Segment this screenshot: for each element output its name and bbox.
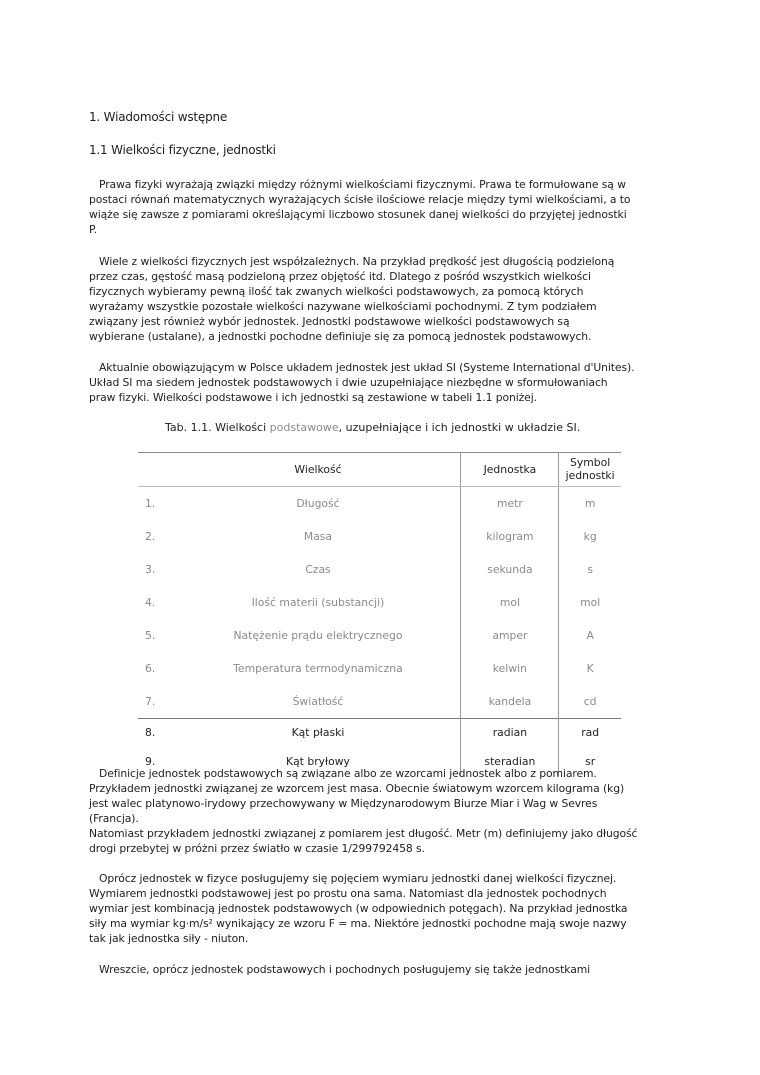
text-line: wiąże się zawsze z pomiarami określającymi liczbowo stosunek danej wielkości do przyjętej jednostki [89, 208, 627, 221]
table-caption [165, 421, 580, 434]
row-unit: sekunda [461, 553, 559, 586]
text-line: wyrażamy wszystkie pozostałe wielkości nazywane wielkościami pochodnymi. Z tym podziałem [89, 300, 597, 313]
text-line: tak jak jednostka siły - niuton. [89, 932, 249, 945]
text-line: Wymiarem jednostki podstawowej jest po prostu ona sama. Natomiast dla jednostek pochodnych [89, 887, 607, 900]
text-line: jest walec platynowo-irydowy przechowywany w Międzynarodowym Biurze Miar i Wag w Sevres [89, 797, 598, 810]
row-symbol: cd [583, 695, 597, 708]
text-line: siły ma wymiar kg·m/s² wynikający ze wzoru F = ma. Niektóre jednostki pochodne mają swoje nazwy [89, 917, 627, 930]
row-number: 1. [145, 497, 156, 510]
paragraph-3 [89, 360, 679, 405]
row-symbol: s [587, 563, 593, 576]
row-unit: amper [461, 619, 559, 652]
paragraph-6 [89, 962, 679, 977]
si-units-table [138, 452, 621, 776]
text-line: praw fizyki. Wielkości podstawowe i ich jednostki są zestawione w tabeli 1.1 poniżej. [89, 391, 537, 404]
row-symbol: rad [559, 719, 621, 747]
row-unit: kelwin [461, 652, 559, 685]
row-unit: radian [461, 719, 559, 747]
table-row [138, 652, 621, 685]
row-quantity: Światłość [175, 685, 461, 719]
text-line: Układ SI ma siedem jednostek podstawowych i dwie uzupełniające niezbędne w sformułowaniach [89, 376, 608, 389]
row-unit: kilogram [461, 520, 559, 553]
table-row [138, 619, 621, 652]
row-quantity: Kąt bryłowy [175, 746, 461, 776]
section-heading: 1. Wiadomości wstępne [89, 110, 228, 124]
table-header-row [138, 452, 621, 487]
row-quantity: Ilość materii (substancji) [175, 586, 461, 619]
row-number: 5. [145, 629, 156, 642]
text-line: Wreszcie, oprócz jednostek podstawowych i pochodnych posługujemy się także jednostkami [99, 963, 591, 976]
table-row [138, 719, 621, 747]
caption-prefix: Tab. 1.1. Wielkości [165, 421, 267, 434]
text-line: (Francja). [89, 812, 139, 825]
row-number: 2. [145, 530, 156, 543]
row-unit: mol [461, 586, 559, 619]
row-symbol: A [586, 629, 594, 642]
table-row [138, 520, 621, 553]
text-line: Wiele z wielkości fizycznych jest współzależnych. Na przykład prędkość jest długością podzieloną [99, 255, 615, 268]
subsection-heading: 1.1 Wielkości fizyczne, jednostki [89, 143, 276, 157]
paragraph-1 [89, 177, 679, 237]
row-number: 3. [145, 563, 156, 576]
row-number: 6. [145, 662, 156, 675]
caption-grey: podstawowe [269, 421, 339, 434]
row-symbol: mol [580, 596, 601, 609]
table-row [138, 487, 621, 521]
header-quantity: Wielkość [175, 452, 461, 487]
text-line: postaci równań matematycznych wyrażających ścisłe ilościowe relacje między tymi wielkościami, a to [89, 193, 631, 206]
row-number: 9. [145, 754, 156, 768]
text-line: wybierane (ustalane), a jednostki pochodne definiuje się za pomocą jednostek podstawowych. [89, 330, 592, 343]
text-line: Przykładem jednostki związanej ze wzorcem jest masa. Obecnie światowym wzorcem kilograma (kg) [89, 782, 625, 795]
row-number: 8. [138, 719, 175, 747]
header-num [138, 452, 175, 487]
text-line: drogi przebytej w próżni przez światło w czasie 1/299792458 s. [89, 842, 425, 855]
row-quantity: Długość [175, 487, 461, 521]
row-quantity: Masa [175, 520, 461, 553]
paragraph-5 [89, 871, 679, 946]
row-quantity: Temperatura termodynamiczna [175, 652, 461, 685]
text-line: Oprócz jednostek w fizyce posługujemy się pojęciem wymiaru jednostki danej wielkości fizycznej. [99, 872, 617, 885]
row-symbol: sr [585, 754, 596, 768]
text-line: związany jest również wybór jednostek. Jednostki podstawowe wielkości podstawowych są [89, 315, 570, 328]
text-line: przez czas, gęstość masą podzieloną przez objętość itd. Dlatego z pośród wszystkich wielkości [89, 270, 591, 283]
header-symbol: Symbol jednostki [559, 452, 621, 487]
row-symbol: K [586, 662, 594, 675]
row-number: 4. [145, 596, 156, 609]
paragraph-4 [89, 766, 679, 856]
caption-suffix: , uzupełniające i ich jednostki w układzie SI. [338, 421, 581, 434]
row-unit: kandela [461, 685, 559, 719]
text-line: Natomiast przykładem jednostki związanej z pomiarem jest długość. Metr (m) definiujemy jako długość [89, 827, 638, 840]
row-quantity: Kąt płaski [175, 719, 461, 747]
row-symbol: kg [583, 530, 597, 543]
row-quantity: Czas [175, 553, 461, 586]
header-unit: Jednostka [461, 452, 559, 487]
paragraph-2 [89, 254, 679, 344]
row-quantity: Natężenie prądu elektrycznego [175, 619, 461, 652]
text-line: P. [89, 223, 98, 236]
table-row [138, 586, 621, 619]
row-symbol: m [584, 497, 596, 510]
row-unit: metr [461, 487, 559, 521]
text-line: Aktualnie obowiązującym w Polsce układem jednostek jest układ SI (Systeme International d'Unites). [99, 361, 635, 374]
text-line: Definicje jednostek podstawowych są związane albo ze wzorcami jednostek albo z pomiarem. [99, 767, 597, 780]
row-number: 7. [145, 695, 156, 708]
table-row [138, 685, 621, 719]
text-line: wymiar jest kombinacją jednostek podstawowych (w odpowiednich potęgach). Na przykład jednostka [89, 902, 628, 915]
text-line: Prawa fizyki wyrażają związki między różnymi wielkościami fizycznymi. Prawa te formułowane są w [99, 178, 626, 191]
text-line: fizycznych wybieramy pewną ilość tak zwanych wielkości podstawowych, za pomocą których [89, 285, 584, 298]
table-row [138, 553, 621, 586]
row-unit: steradian [461, 746, 559, 776]
